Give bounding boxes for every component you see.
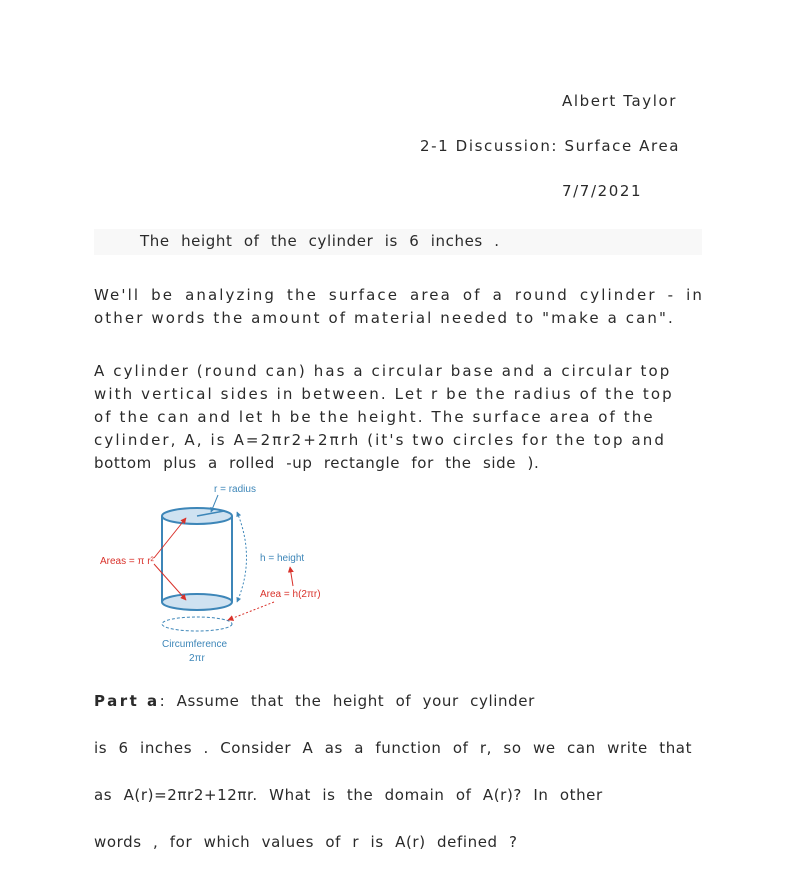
circumference-label: Circumference (162, 639, 228, 650)
description-line-1: A cylinder (round can) has a circular base and a circular top (94, 362, 672, 380)
side-area-pointer-up (290, 567, 293, 586)
description-line-5: bottom plus a rolled -up rectangle for the side ). (94, 454, 540, 472)
part-a-line-1 (94, 692, 535, 710)
part-a-heading: Part a (94, 692, 160, 710)
cylinder-side (162, 516, 232, 602)
description-line-2: with vertical sides in between. Let r be the radius of the top (94, 385, 674, 403)
circumference-ellipse (162, 617, 232, 631)
description-line-4: cylinder, A, is A=2πr2+2πrh (it's two circles for the top and (94, 431, 667, 449)
author-name: Albert Taylor (562, 92, 678, 110)
part-a-line-4: words , for which values of r is A(r) defined ? (94, 833, 518, 851)
part-a-line-3: as A(r)=2πr2+12πr. What is the domain of A(r)? In other (94, 786, 603, 804)
cylinder-bottom (162, 594, 232, 610)
areas-label: Areas = π r² (100, 556, 154, 567)
callout-text: The height of the cylinder is 6 inches . (140, 232, 500, 250)
radius-label: r = radius (214, 484, 256, 495)
side-area-pointer-left (228, 602, 274, 620)
circumference-value: 2πr (189, 653, 205, 664)
document-date: 7/7/2021 (562, 182, 643, 200)
height-label: h = height (260, 553, 305, 564)
intro-paragraph: We'll be analyzing the surface area of a round cylinder - in other words the amount of material needed to "make a can". (94, 286, 704, 327)
cylinder-diagram (96, 478, 336, 670)
side-area-label: Area = h(2πr) (260, 589, 321, 600)
height-bracket (237, 512, 247, 602)
assignment-title: 2-1 Discussion: Surface Area (420, 137, 681, 155)
part-a-line-1-text: : Assume that the height of your cylinder (159, 692, 535, 710)
description-line-3: of the can and let h be the height. The surface area of the (94, 408, 655, 426)
part-a-line-2: is 6 inches . Consider A as a function of r, so we can write that (94, 739, 693, 757)
